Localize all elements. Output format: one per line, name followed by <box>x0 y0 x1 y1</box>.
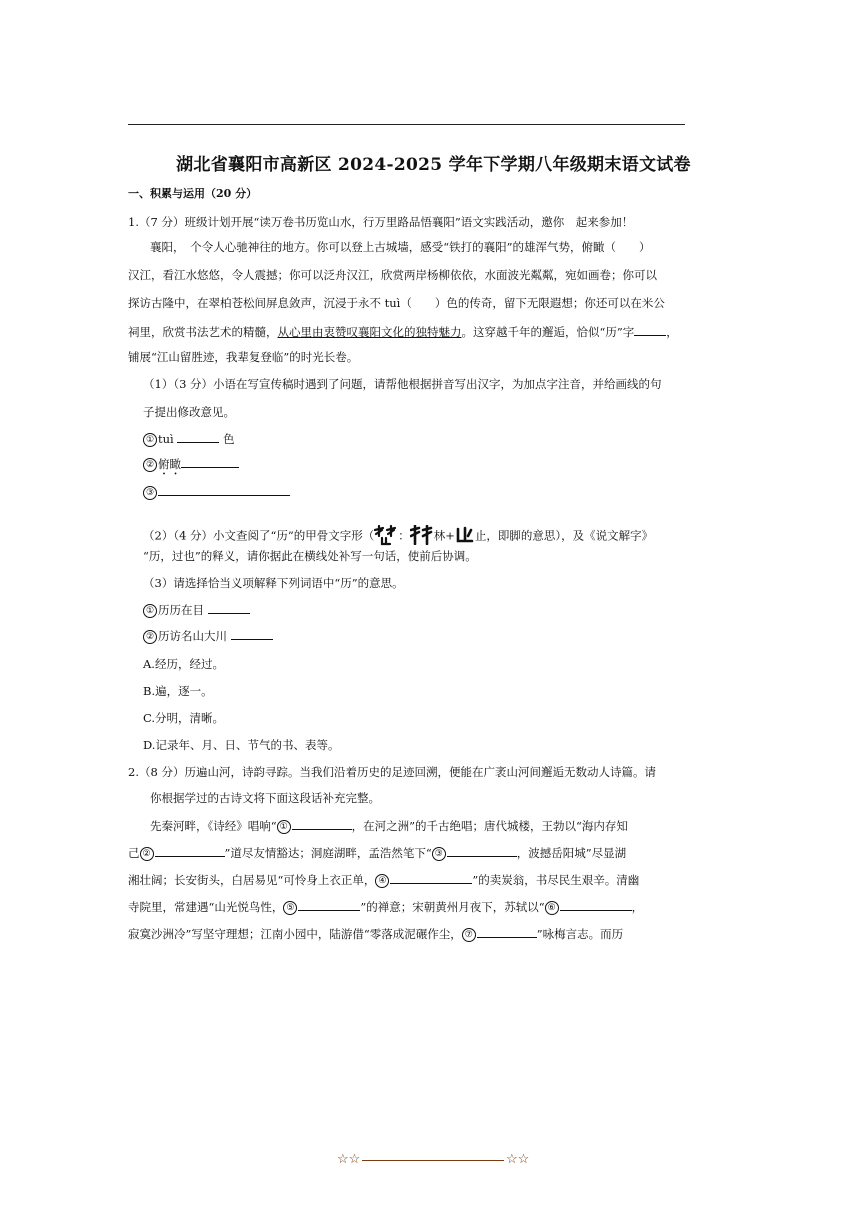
answer-line-2: ② 俯瞰 <box>143 456 239 478</box>
circled-number: ③ <box>143 486 157 500</box>
answer-blank[interactable] <box>298 899 360 911</box>
answer-blank[interactable] <box>634 324 666 336</box>
answer-blank[interactable] <box>158 484 290 496</box>
oracle-glyph-li-icon <box>374 524 398 549</box>
answer-blank[interactable] <box>155 845 225 857</box>
q2-line: 己 ② ”道尽友情豁达；洞庭湖畔，孟浩然笔下“ ③ ，波撼岳阳城”尽显湖 <box>128 846 627 860</box>
q1-intro: 1.（7 分）班级计划开展“读万卷书历览山水，行万里路品悟襄阳”语文实践活动，邀你 起来参加！ <box>128 215 634 229</box>
circled-number: ④ <box>375 874 389 888</box>
subquestion-2: （2）（4 分）小文查阅了“历”的甲骨文字形（ ： 林+ 止，即脚的意思），及《说文解字》 <box>143 524 653 549</box>
answer-blank[interactable] <box>181 456 239 468</box>
subquestion-3: （3）请选择恰当义项解释下列词语中“历”的意思。 <box>143 576 404 590</box>
answer-blank[interactable] <box>560 899 632 911</box>
footer-rule <box>362 1160 504 1161</box>
circled-number: ① <box>143 604 157 618</box>
answer-blank[interactable] <box>231 628 273 640</box>
word-item-1: ① 历历在目 <box>143 602 250 618</box>
passage-text: 。这穿越千年的邂逅，恰似“历”字 <box>461 325 635 339</box>
q2-line: 湘壮阔；长安街头，白居易见“可怜身上衣正单， ④ ”的卖炭翁，书尽民生艰辛。清幽 <box>128 873 640 887</box>
underlined-sentence: 从心里由衷赞叹襄阳文化的独特魅力 <box>277 325 462 339</box>
page-title: 湖北省襄阳市高新区 2024-2025 学年下学期八年级期末语文试卷 <box>176 155 691 175</box>
circled-number: ⑥ <box>545 901 559 915</box>
q1-passage-line: 祠里，欣赏书法艺术的精髓，从心里由衷赞叹襄阳文化的独特魅力。这穿越千年的邂逅，恰似“历”字 ， <box>128 325 678 339</box>
section-heading: 一、积累与运用（20 分） <box>128 187 258 200</box>
word-item-2: ② 历访名山大川 <box>143 628 273 644</box>
q2-intro-cont: 你根据学过的古诗文将下面这段话补充完整。 <box>150 791 380 805</box>
option-a: A.经历，经过。 <box>143 657 224 671</box>
answer-blank[interactable] <box>390 872 472 884</box>
oracle-glyph-zhi-icon <box>455 526 475 547</box>
option-b: B.遍，逐一。 <box>143 684 213 698</box>
circled-number: ⑤ <box>283 901 297 915</box>
subquestion-2-cont: “历，过也”的释义，请你据此在横线处补写一句话，使前后协调。 <box>143 549 477 563</box>
answer-blank[interactable] <box>177 431 219 443</box>
q2-line: 先秦河畔，《诗经》唱响“ ① ，在河之洲”的千古绝唱；唐代城楼，王勃以“海内存知 <box>150 819 628 833</box>
circled-number: ② <box>143 458 157 472</box>
circled-number: ① <box>277 820 291 834</box>
answer-line-1: ① tuì 色 <box>143 431 235 447</box>
subquestion-1: （1）（3 分）小语在写宣传稿时遇到了问题，请帮他根据拼音写出汉字，为加点字注音，并给画线的句 <box>143 377 662 391</box>
answer-blank[interactable] <box>208 602 250 614</box>
passage-text: 祠里，欣赏书法艺术的精髓， <box>128 325 278 339</box>
circled-number: ⑦ <box>462 928 476 942</box>
option-d: D.记录年、月、日、节气的书、表等。 <box>143 738 340 752</box>
footer-ornament <box>335 1152 535 1168</box>
star-icon: ☆☆ <box>337 1152 361 1167</box>
q2-line: 寂寞沙洲冷”写坚守理想；江南小园中，陆游借“零落成泥碾作尘， ⑦ ”咏梅言志。而历 <box>128 927 624 941</box>
header-rule <box>128 124 685 125</box>
q1-passage-line: 铺展“江山留胜迹，我辈复登临”的时光长卷。 <box>128 350 359 364</box>
q1-passage-line: 汉江，看江水悠悠，令人震撼；你可以泛舟汉江，欣赏两岸杨柳依依，水面波光粼粼，宛如画卷；你可以 <box>128 268 657 282</box>
circled-number: ① <box>143 433 157 447</box>
q1-passage-line: 探访古隆中，在翠柏苍松间屏息敛声，沉浸于永不 tuì（ ）色的传奇，留下无限遐想；你还可以在米公 <box>128 296 665 310</box>
answer-blank[interactable] <box>292 818 352 830</box>
option-c: C.分明，清晰。 <box>143 711 225 725</box>
circled-number: ② <box>143 630 157 644</box>
subquestion-1-cont: 子提出修改意见。 <box>143 405 235 419</box>
circled-number: ③ <box>432 847 446 861</box>
q2-line: 寺院里，常建遇“山光悦鸟性， ⑤ ”的禅意；宋朝黄州月夜下，苏轼以“ ⑥ ， <box>128 900 644 914</box>
answer-line-3 <box>143 484 290 500</box>
answer-blank[interactable] <box>447 845 517 857</box>
answer-blank[interactable] <box>477 926 537 938</box>
circled-number: ② <box>140 847 154 861</box>
q2-intro: 2.（8 分）历遍山河，诗韵寻踪。当我们沿着历史的足迹回溯，便能在广袤山河间邂逅无数动人诗篇。请 <box>128 765 656 779</box>
star-icon: ☆☆ <box>506 1152 530 1167</box>
q1-passage-line: 襄阳， 个令人心驰神往的地方。你可以登上古城墙，感受“铁打的襄阳”的雄浑气势，俯瞰（ ） <box>150 240 651 254</box>
oracle-glyph-lin-icon <box>410 525 434 548</box>
